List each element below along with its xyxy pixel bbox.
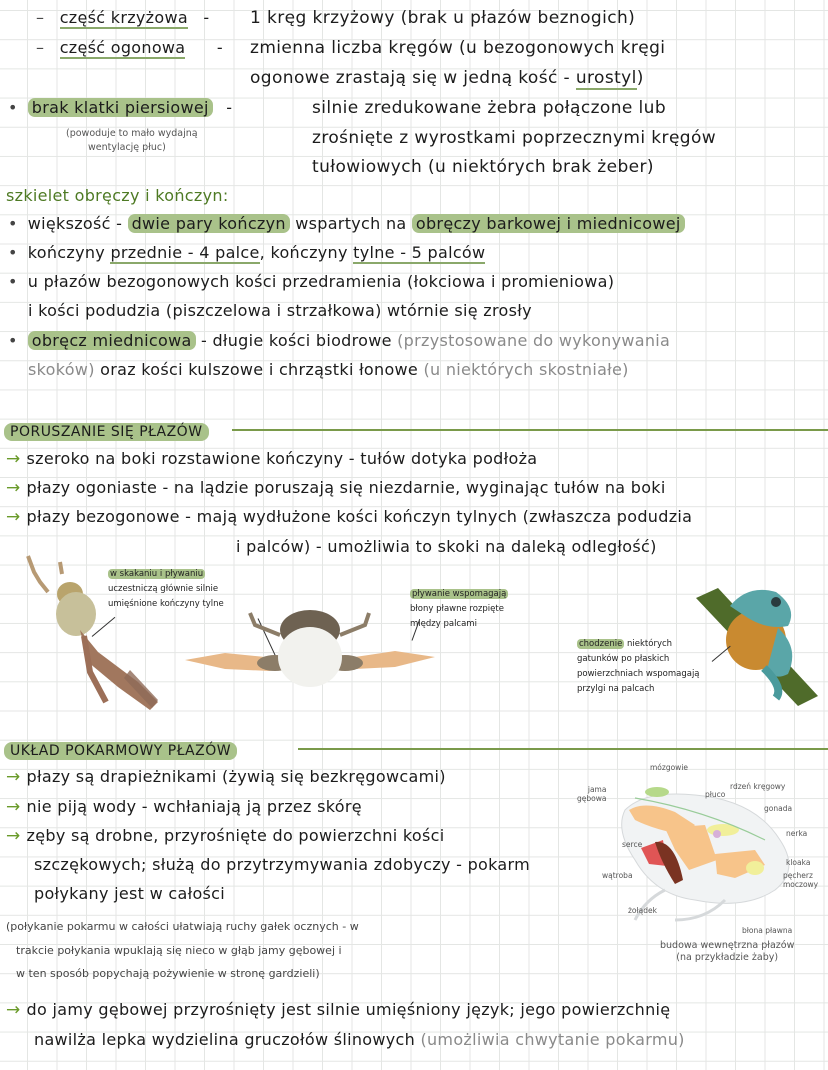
gray-note: (umożliwia chwytanie pokarmu) xyxy=(420,1030,685,1049)
title: UKŁAD POKARMOWY PŁAZÓW xyxy=(4,742,237,760)
sacral-description: 1 kręg krzyżowy (brak u płazów beznogich) xyxy=(250,8,636,28)
text: trakcie połykania wpuklają się nieco w głąb jamy gębowej i xyxy=(16,943,342,957)
label-mouth xyxy=(577,785,606,803)
girdles-item-3-cont: i kości podudzia (piszczelowa i strzałkowa) wtórnie się zrosły xyxy=(28,301,532,320)
dash: – xyxy=(36,8,45,27)
text: kończyny xyxy=(27,243,111,262)
highlight: obręczy barkowej i miednicowej xyxy=(412,214,685,233)
text: gębowa xyxy=(577,794,607,803)
label-bladder xyxy=(783,871,818,889)
digestive-note xyxy=(6,915,359,986)
caudal-description-1: zmienna liczba kręgów (u bezogonowych kręgi xyxy=(250,38,666,58)
text: płazy bezogonowe - mają wydłużone kości kończyn tylnych (zwłaszcza podudzia xyxy=(26,507,693,526)
text: ogonowe zrastają się w jedną kość - xyxy=(250,68,576,88)
annotation-webbing xyxy=(410,587,508,632)
highlight: dwie pary kończyn xyxy=(128,214,290,233)
label-web: błona pławna xyxy=(742,926,793,935)
text: budowa wewnętrzna płazów xyxy=(660,940,795,951)
text: umięśnione kończyny tylne xyxy=(108,599,224,609)
title: PORUSZANIE SIĘ PŁAZÓW xyxy=(4,423,209,441)
text: wspartych na xyxy=(289,214,412,233)
annotation-climbing xyxy=(577,637,700,697)
girdles-item-2 xyxy=(8,243,485,262)
digestive-item-3 xyxy=(6,826,445,846)
text: płazy ogoniaste - na lądzie poruszają się niezdarnie, wyginając tułów na boki xyxy=(26,478,666,497)
text: , kończyny xyxy=(259,243,354,262)
bullet xyxy=(8,98,28,117)
section-rule xyxy=(298,748,828,750)
text: uczestniczą głównie silnie xyxy=(108,584,219,594)
highlight: w skakaniu i pływaniu xyxy=(110,569,204,579)
bullet xyxy=(8,331,28,350)
ribcage-text-3: tułowiowych (u niektórych brak żeber) xyxy=(312,157,654,177)
arrow-icon: → xyxy=(6,507,21,527)
term-ribcage: brak klatki piersiowej xyxy=(28,98,213,117)
label-spinal-cord: rdzeń kręgowy xyxy=(730,782,786,791)
tree-frog-photo xyxy=(688,578,828,708)
text: pęcherz xyxy=(783,871,813,880)
highlight: obręcz miednicowa xyxy=(28,331,196,350)
highlight: pływanie wspomagają xyxy=(412,589,507,599)
text: u płazów bezogonowych kości przedramienia (łokciowa i promieniowa) xyxy=(27,272,615,291)
dash: – xyxy=(36,38,45,57)
movement-item-3 xyxy=(6,507,692,527)
gray-note: (u niektórych skostniałe) xyxy=(423,360,629,379)
text: przylgi na palcach xyxy=(577,684,655,694)
text: gatunków po płaskich xyxy=(577,654,670,664)
text: błony pławne rozpięte xyxy=(410,604,504,614)
text: większość - xyxy=(27,214,128,233)
text: ) xyxy=(636,68,644,88)
girdles-item-1 xyxy=(8,214,685,233)
diagram-caption xyxy=(660,940,794,964)
text: zęby są drobne, przyrośnięte do powierzchni kości xyxy=(26,826,445,845)
sacral-row xyxy=(36,8,209,27)
bullet xyxy=(8,243,28,262)
arrow-icon: → xyxy=(6,767,21,787)
section-title-movement xyxy=(4,421,209,440)
digestive-item-3-cont-1: szczękowych; służą do przytrzymywania zdobyczy - pokarm xyxy=(34,855,531,874)
girdles-heading: szkielet obręczy i kończyn: xyxy=(6,186,229,205)
girdles-item-3 xyxy=(8,272,614,291)
text: nie piją wody - wchłaniają ją przez skórę xyxy=(26,797,362,816)
label-lung: płuco xyxy=(705,790,726,799)
gray-note: (przystosowane do wykonywania xyxy=(397,331,671,350)
highlight: chodzenie xyxy=(579,639,623,649)
movement-item-2 xyxy=(6,478,666,498)
text: między palcami xyxy=(410,619,477,629)
digestive-item-1 xyxy=(6,767,446,787)
label-stomach: żołądek xyxy=(628,906,657,915)
ribcage-note-2: wentylację płuc) xyxy=(88,142,166,153)
section-title-digestive xyxy=(4,740,237,759)
dash: - xyxy=(226,98,233,117)
text: (połykanie pokarmu w całości ułatwiają ruchy gałek ocznych - w xyxy=(6,920,359,933)
text: nawilża lepka wydzielina gruczołów ślinowych xyxy=(34,1030,421,1049)
arrow-icon: → xyxy=(6,826,21,846)
underlined: przednie - 4 palce xyxy=(110,243,260,262)
term-sacral: część krzyżowa xyxy=(59,8,188,27)
movement-item-1 xyxy=(6,449,537,469)
text: (na przykładzie żaby) xyxy=(676,952,779,963)
label-gonad: gonada xyxy=(764,804,793,813)
gray-note: skoków) xyxy=(28,360,95,379)
text: szeroko na boki rozstawione kończyny - tułów dotyka podłoża xyxy=(26,449,538,468)
label-brain: mózgowie xyxy=(650,763,689,772)
bullet xyxy=(8,272,28,291)
text: - długie kości biodrowe xyxy=(195,331,398,350)
dash: - xyxy=(203,8,210,27)
label-kidney: nerka xyxy=(786,829,808,838)
text: do jamy gębowej przyrośnięty jest silnie umięśniony język; jego powierzchnię xyxy=(26,1000,671,1019)
frog-webbed-feet-photo xyxy=(185,605,435,687)
ribcage-row xyxy=(8,98,232,117)
digestive-item-2 xyxy=(6,797,362,817)
arrow-icon: → xyxy=(6,478,21,498)
term-urostyl: urostyl xyxy=(575,68,637,88)
section-rule xyxy=(232,429,828,431)
girdles-item-4-cont xyxy=(28,360,629,379)
label-cloaca: kloaka xyxy=(786,858,811,867)
text: płazy są drapieżnikami (żywią się bezkręgowcami) xyxy=(26,767,446,786)
arrow-icon: → xyxy=(6,449,21,469)
girdles-item-4 xyxy=(8,331,670,350)
text: jama xyxy=(587,785,607,794)
label-heart: serce xyxy=(622,840,643,849)
digestive-item-4-cont xyxy=(34,1030,685,1049)
text: moczowy xyxy=(783,880,819,889)
caudal-row xyxy=(36,38,223,57)
arrow-icon: → xyxy=(6,1000,21,1020)
underlined: tylne - 5 palców xyxy=(353,243,486,262)
dash: - xyxy=(216,38,223,57)
caudal-description-2 xyxy=(250,68,644,88)
text: powierzchniach wspomagają xyxy=(577,669,700,679)
digestive-item-4 xyxy=(6,1000,670,1020)
ribcage-text-1: silnie zredukowane żebra połączone lub xyxy=(312,98,667,118)
text: oraz kości kulszowe i chrząstki łonowe xyxy=(94,360,424,379)
term-caudal: część ogonowa xyxy=(59,38,186,57)
bullet xyxy=(8,214,28,233)
digestive-item-3-cont-2: połykany jest w całości xyxy=(34,884,226,903)
movement-item-3-cont: i palców) - umożliwia to skoki na daleką odległość) xyxy=(236,537,657,556)
ribcage-text-2: zrośnięte z wyrostkami poprzecznymi kręgów xyxy=(312,128,717,148)
label-liver: wątroba xyxy=(602,871,633,880)
arrow-icon: → xyxy=(6,797,21,817)
text: w ten sposób popychają pożywienie w stronę gardzieli) xyxy=(16,967,320,980)
ribcage-note-1: (powoduje to mało wydajną xyxy=(66,128,198,139)
text: niektórych xyxy=(624,639,673,649)
